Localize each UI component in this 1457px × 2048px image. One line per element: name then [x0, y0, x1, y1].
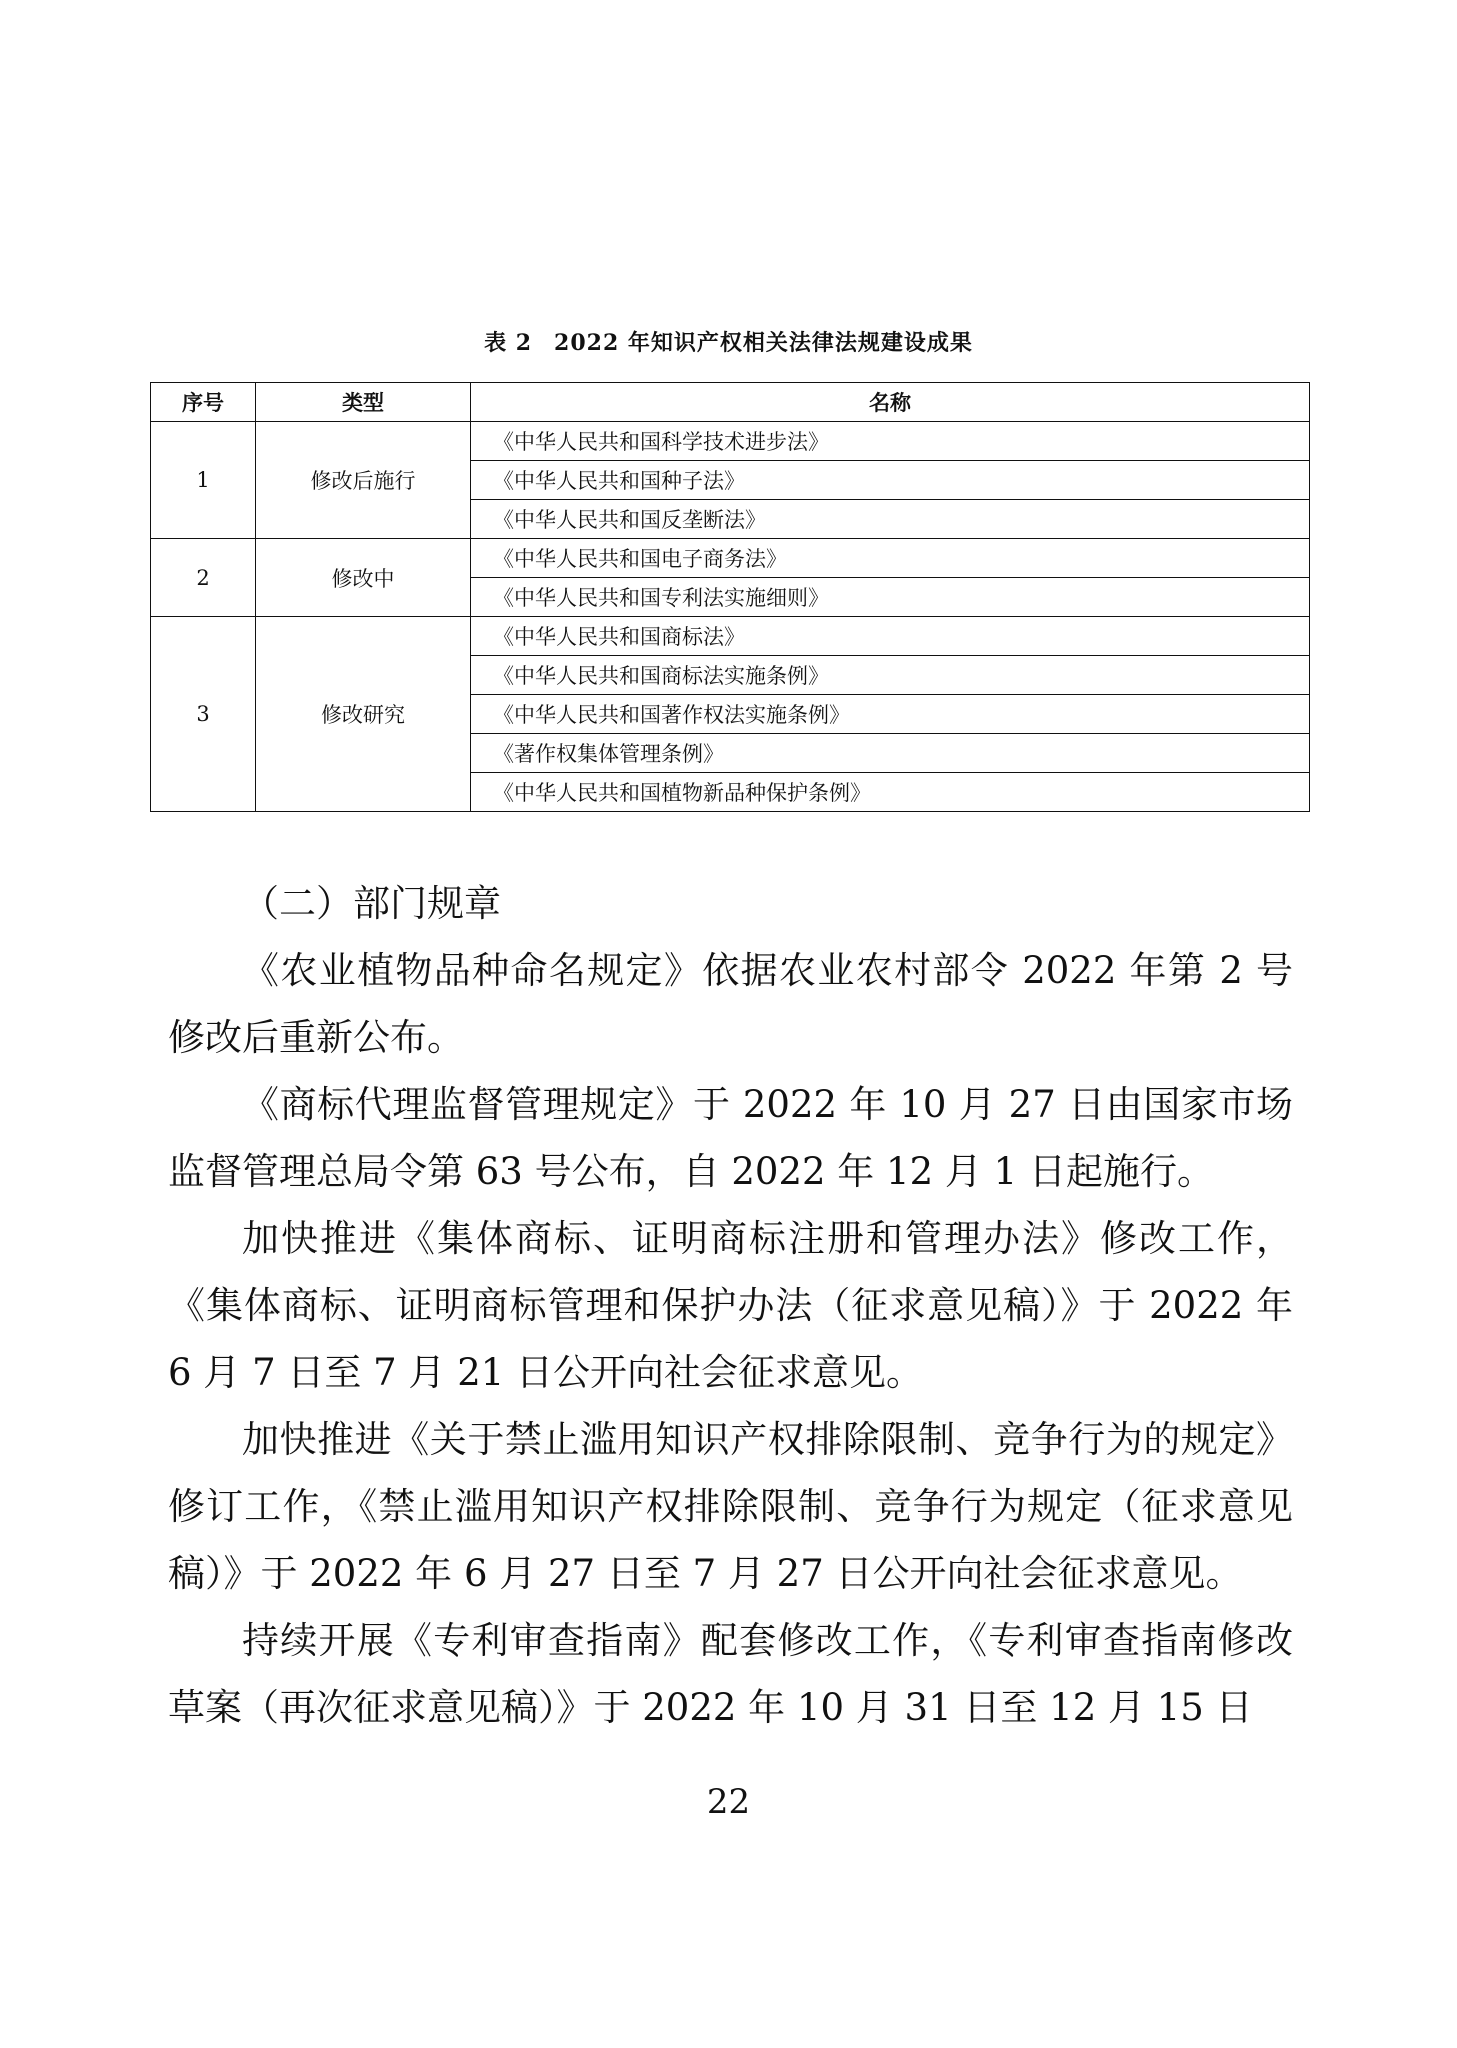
table-row	[151, 422, 1310, 461]
body-text	[168, 870, 1293, 1741]
page-number: 22	[706, 1782, 751, 1822]
law-name: 《中华人民共和国反垄断法》	[471, 500, 1310, 539]
header-no: 序号	[151, 383, 256, 422]
law-name: 《中华人民共和国著作权法实施条例》	[471, 695, 1310, 734]
table-caption-title: 2022 年知识产权相关法律法规建设成果	[554, 330, 973, 356]
law-name: 《中华人民共和国商标法实施条例》	[471, 656, 1310, 695]
table-row	[151, 617, 1310, 656]
law-name: 《中华人民共和国专利法实施细则》	[471, 578, 1310, 617]
law-name: 《著作权集体管理条例》	[471, 734, 1310, 773]
law-name: 《中华人民共和国科学技术进步法》	[471, 422, 1310, 461]
laws-table	[150, 382, 1310, 812]
law-name: 《中华人民共和国植物新品种保护条例》	[471, 773, 1310, 812]
row-no: 2	[151, 539, 256, 617]
law-name: 《中华人民共和国种子法》	[471, 461, 1310, 500]
law-name: 《中华人民共和国电子商务法》	[471, 539, 1310, 578]
paragraph: 持续开展《专利审查指南》配套修改工作，《专利审查指南修改草案（再次征求意见稿）》于 2022 年 10 月 31 日至 12 月 15 日	[168, 1619, 1293, 1729]
row-type: 修改后施行	[256, 422, 471, 539]
row-type: 修改研究	[256, 617, 471, 812]
row-no: 3	[151, 617, 256, 812]
table-header-row	[151, 383, 1310, 422]
section-heading: （二）部门规章	[242, 882, 501, 925]
table-caption	[0, 326, 1457, 357]
paragraph: 《农业植物品种命名规定》依据农业农村部令 2022 年第 2 号修改后重新公布。	[168, 949, 1293, 1059]
table-caption-label: 表 2	[484, 330, 533, 356]
paragraph: 《商标代理监督管理规定》于 2022 年 10 月 27 日由国家市场监督管理总局令第 63 号公布，自 2022 年 12 月 1 日起施行。	[168, 1083, 1293, 1193]
table-row	[151, 539, 1310, 578]
paragraph: 加快推进《关于禁止滥用知识产权排除限制、竞争行为的规定》修订工作，《禁止滥用知识产权排除限制、竞争行为规定（征求意见稿）》于 2022 年 6 月 27 日至 7 月 27 日公开向社会征求意见。	[168, 1418, 1293, 1595]
paragraph: 加快推进《集体商标、证明商标注册和管理办法》修改工作，《集体商标、证明商标管理和保护办法（征求意见稿）》于 2022 年 6 月 7 日至 7 月 21 日公开向社会征求意见。	[168, 1217, 1293, 1394]
law-name: 《中华人民共和国商标法》	[471, 617, 1310, 656]
row-type: 修改中	[256, 539, 471, 617]
header-name: 名称	[471, 383, 1310, 422]
header-type: 类型	[256, 383, 471, 422]
row-no: 1	[151, 422, 256, 539]
